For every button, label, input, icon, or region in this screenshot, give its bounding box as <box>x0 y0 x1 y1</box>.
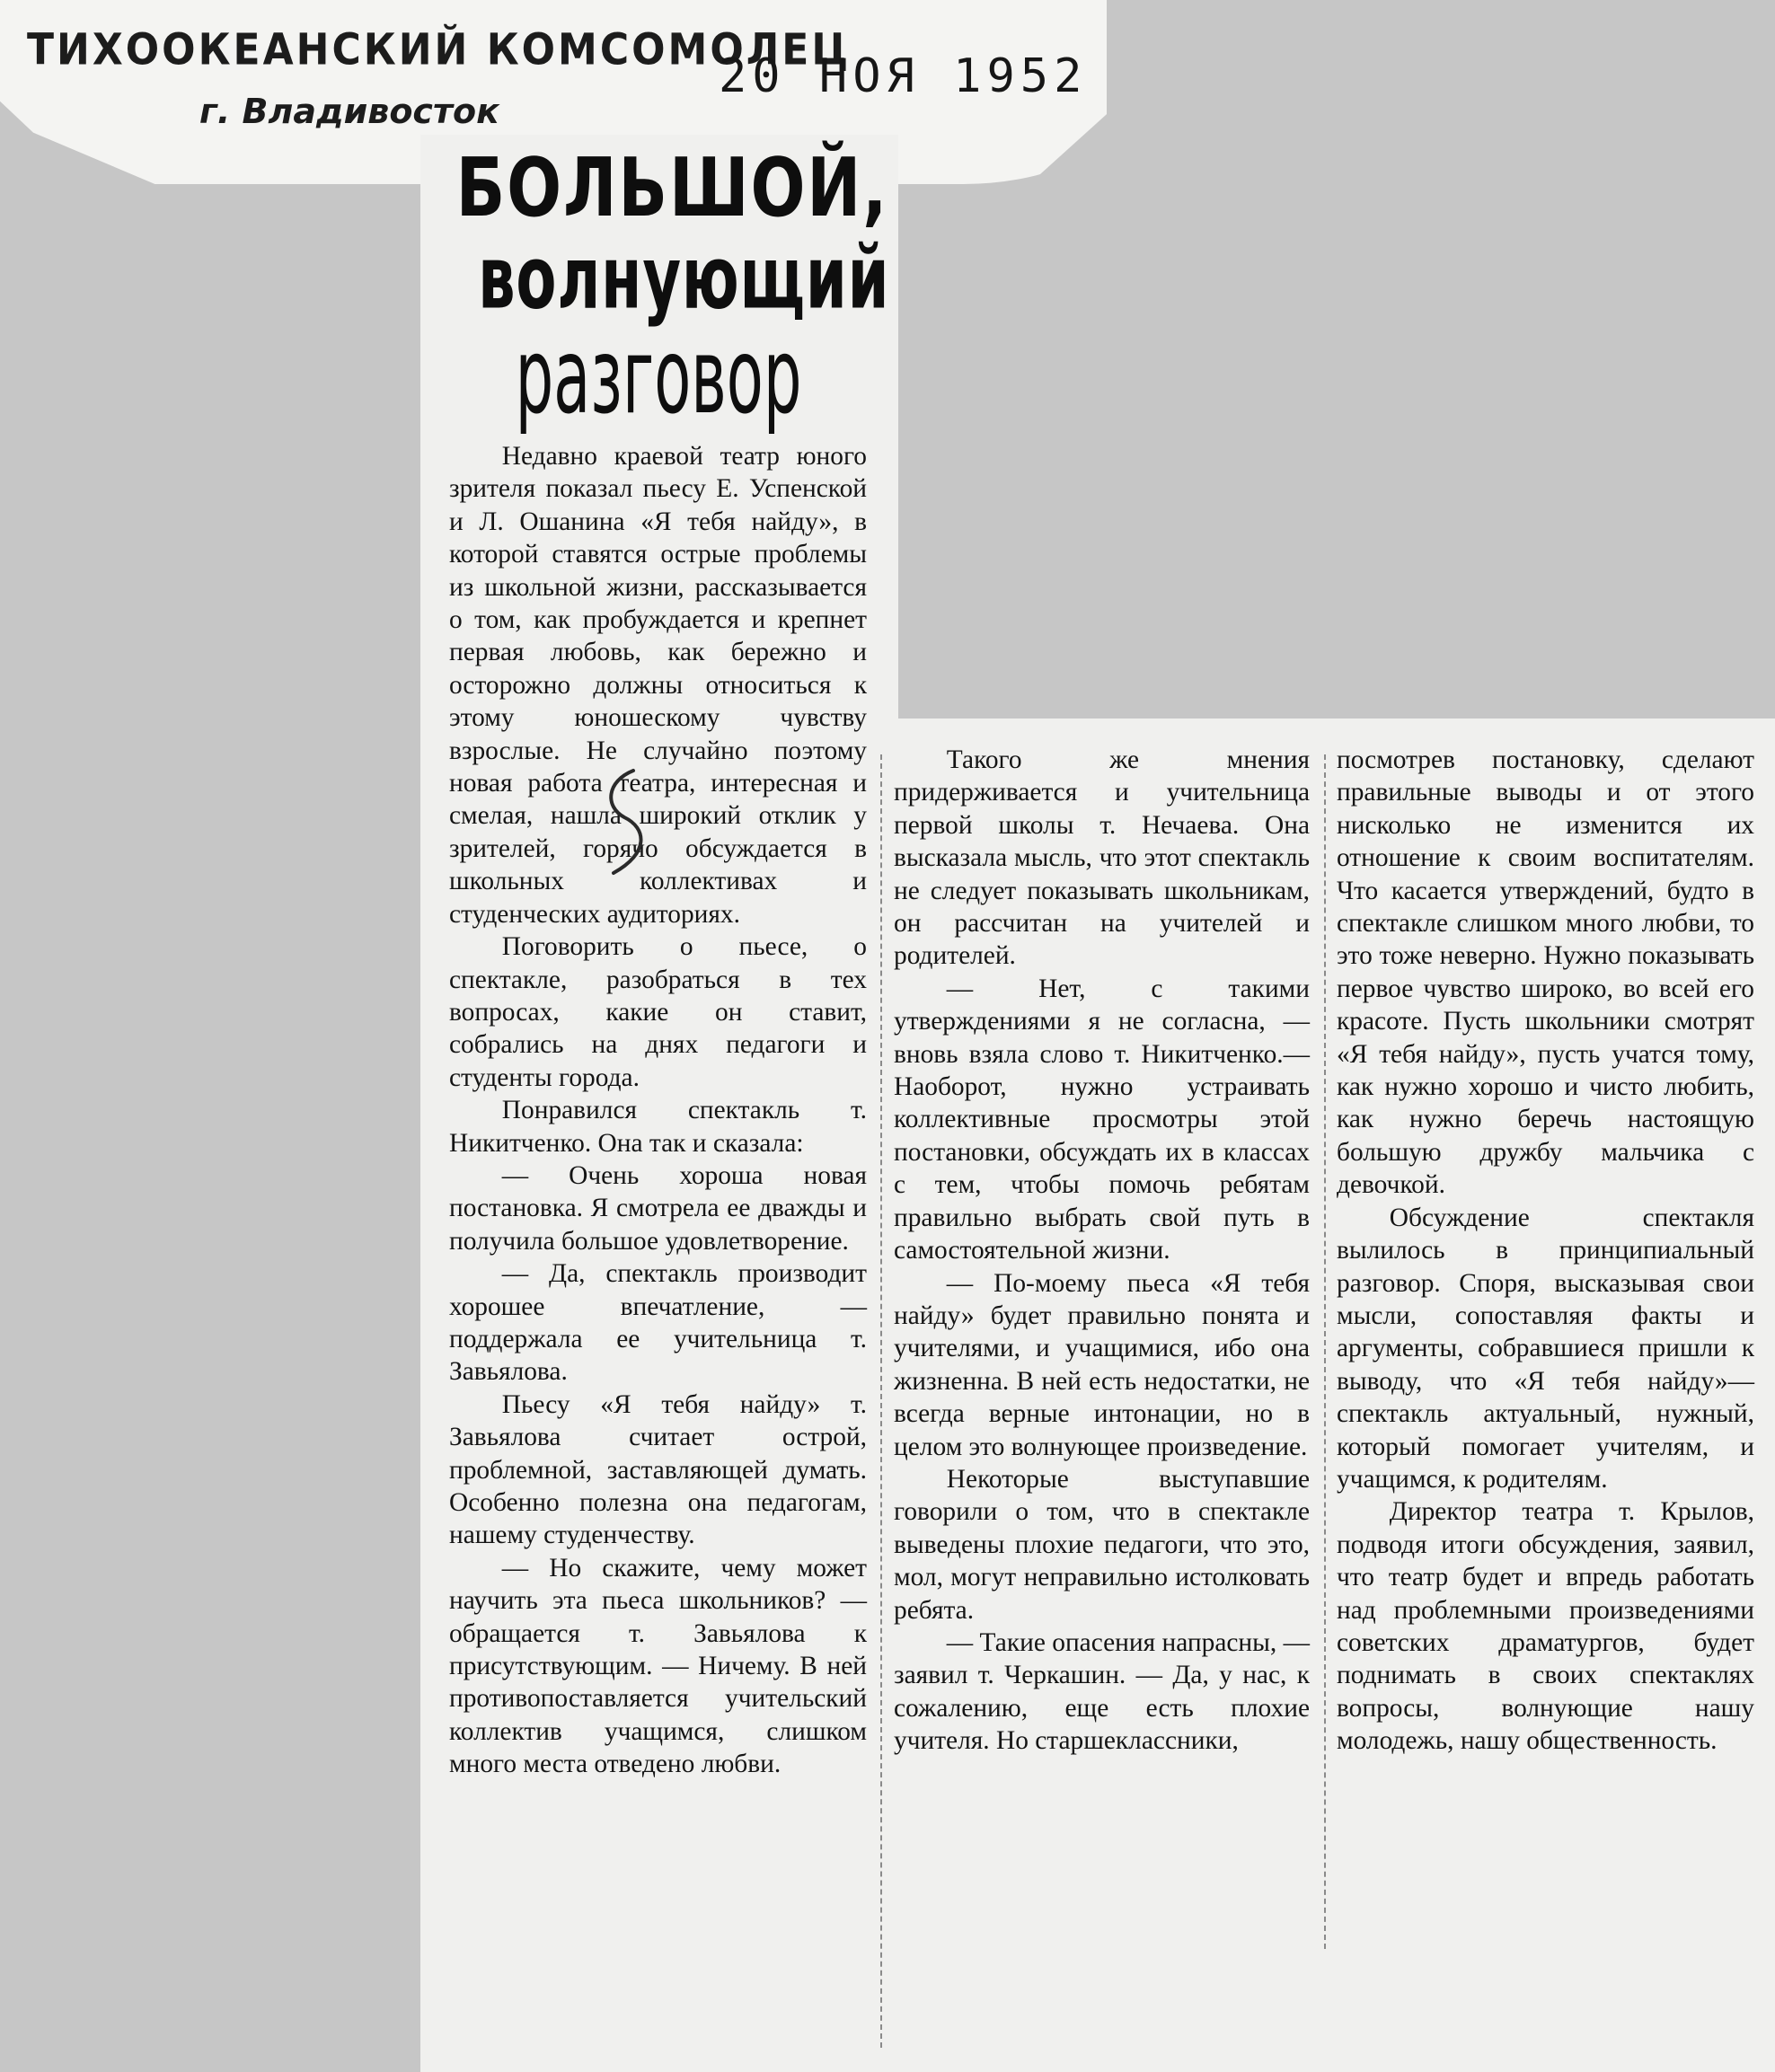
paragraph: Понравился спектакль т. Никитченко. Она так и сказала: <box>449 1096 867 1158</box>
paragraph: — По-моему пьеса «Я тебя найду» будет правильно понята и учителями, и учащимися, ибо она жизненна. В ней есть недостатки, не всегда верные интонации, но в целом это волнующее произведение. <box>894 1268 1310 1461</box>
newspaper-city-stamp: г. Владивосток <box>199 92 499 131</box>
headline-line-1: БОЛЬШОЙ, <box>455 142 889 235</box>
paragraph: посмотрев постановку, сделают правильные выводы и от этого нисколько не изменится их отношение к своим воспитателям. Что касается утверждений, будто в спектакле слишком много любви, то это тоже неверно. Нужно показывать первое чувство широко, во всей его красоте. Пусть школьники смотрят «Я тебя найду», пусть учатся тому, как нужно хорошо и чисто любить, как нужно беречь настоящую большую дружбу мальчика с девочкой. <box>1337 745 1754 1200</box>
paragraph: Недавно краевой театр юного зрителя показал пьесу Е. Успенской и Л. Ошанина «Я тебя найду», в которой ставятся острые проблемы из школьной жизни, рассказывается о том, как пробуждается и крепнет первая любовь, как бережно и осторожно должны относиться к этому юношескому чувству взрослые. Не случайно поэтому новая работа театра, интересная и смелая, нашла широкий отклик у зрителей, горячо обсуждается в школьных коллективах и студенческих аудиториях. <box>449 442 867 929</box>
paragraph: Такого же мнения придерживается и учительница первой школы т. Нечаева. Она высказала мысль, что этот спектакль не следует показывать школьникам, он рассчитан на учителей и родителей. <box>894 745 1310 971</box>
article-headline <box>438 142 890 438</box>
article-column-1 <box>449 440 867 1781</box>
headline-line-2: волнующий <box>478 227 890 329</box>
date-stamp: 20 НОЯ 1952 <box>719 49 1088 103</box>
paragraph: — Такие опасения напрасны, — заявил т. Черкашин. — Да, у нас, к сожалению, еще есть плохие учителя. Но старшеклассники, <box>894 1627 1310 1756</box>
column-divider <box>880 754 882 2048</box>
article-column-3 <box>1337 744 1754 1758</box>
paragraph: Поговорить о пьесе, о спектакле, разобраться в тех вопросах, какие он ставит, собрались на днях педагоги и студенты города. <box>449 932 867 1092</box>
paragraph: Обсуждение спектакля вылилось в принципиальный разговор. Споря, высказывая свои мысли, сопоставляя факты и аргументы, собравшиеся пришли к выводу, что «Я тебя найду»— спектакль актуальный, нужный, который помогает учителям, и учащимся, к родителям. <box>1337 1203 1754 1494</box>
handwritten-pen-mark <box>597 763 660 880</box>
column-divider <box>1324 754 1326 1949</box>
paragraph: Пьесу «Я тебя найду» т. Завьялова считает острой, проблемной, заставляющей думать. Особенно полезна она педагогам, нашему студенчеству. <box>449 1389 867 1550</box>
paragraph: Некоторые выступавшие говорили о том, что в спектакле выведены плохие педагоги, что это, мол, могут неправильно истолковать ребята. <box>894 1464 1310 1625</box>
newspaper-name-stamp: ТИХООКЕАНСКИЙ КОМСОМОЛЕЦ <box>27 24 852 75</box>
paragraph: — Очень хороша новая постановка. Я смотрела ее дважды и получила большое удовлетворение. <box>449 1160 867 1256</box>
paragraph: — Нет, с такими утверждениями я не согласна, — вновь взяла слово т. Никитченко.—Наоборот, нужно устраивать коллективные просмотры этой постановки, обсуждать их в классах с тем, чтобы помочь ребятам правильно выбрать свой путь в самостоятельной жизни. <box>894 974 1310 1265</box>
headline-line-3: разговор <box>515 316 802 438</box>
paragraph: — Но скажите, чему может научить эта пьеса школьников? — обращается т. Завьялова к присутствующим. — Ничему. В ней противопоставляется учительский коллектив учащимся, слишком много места отведено любви. <box>449 1553 867 1779</box>
paragraph: — Да, спектакль производит хорошее впечатление, — поддержала ее учительница т. Завьялова. <box>449 1259 867 1387</box>
paragraph: Директор театра т. Крылов, подводя итоги обсуждения, заявил, что театр будет и впредь работать над проблемными произведениями советских драматургов, будет поднимать в своих спектаклях вопросы, волнующие нашу молодежь, нашу общественность. <box>1337 1497 1754 1756</box>
article-column-2 <box>894 744 1310 1758</box>
